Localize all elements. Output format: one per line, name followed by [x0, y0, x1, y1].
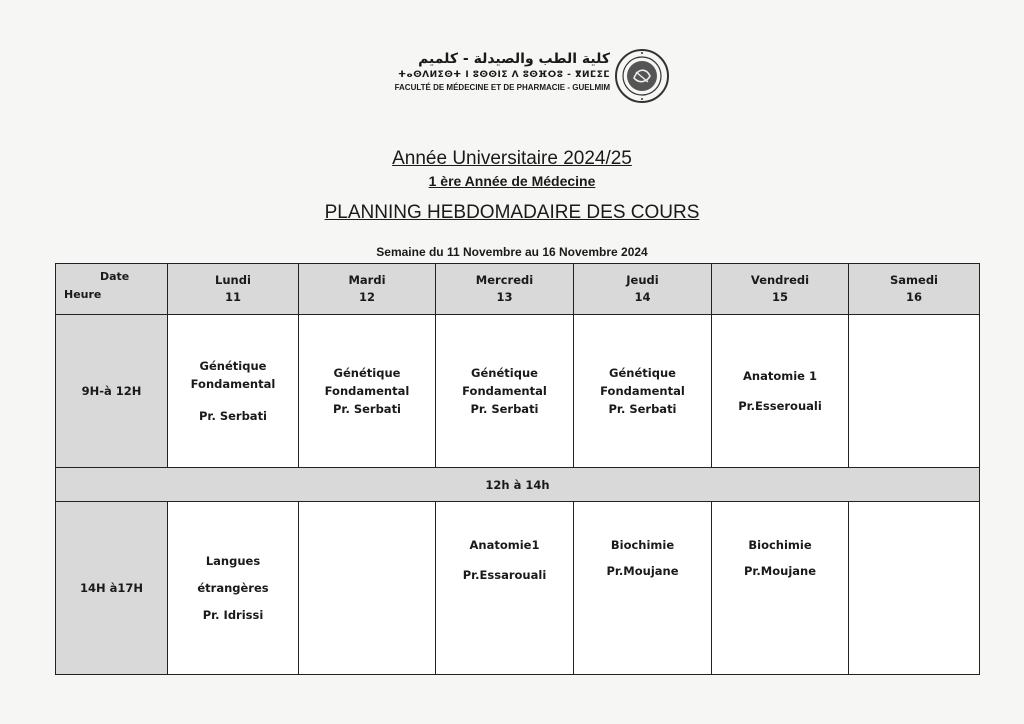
course-subject: Anatomie1 — [469, 538, 540, 552]
course-cell-mardi-am — [299, 315, 436, 468]
course-professor: Pr. Serbati — [332, 402, 402, 416]
day-number: 15 — [771, 290, 788, 304]
course-subject: Anatomie 1 — [743, 369, 817, 383]
day-name: Vendredi — [750, 273, 810, 287]
lunch-break-label: 12h à 14h — [56, 468, 980, 502]
level-title: 1 ère Année de Médecine — [428, 173, 596, 189]
academic-year-title: Année Universitaire 2024/25 — [392, 148, 632, 169]
course-subject-line2: étrangères — [197, 581, 269, 595]
course-subject: Génétique Fondamental — [324, 366, 410, 398]
course-subject: Génétique Fondamental — [462, 366, 547, 398]
faculty-logo-block — [340, 44, 670, 106]
faculty-name-french: FACULTÉ DE MÉDECINE ET DE PHARMACIE - GUELMIM — [394, 83, 610, 92]
day-number: 12 — [358, 290, 375, 304]
afternoon-slot-label: 14H à17H — [56, 502, 168, 675]
header-row — [56, 264, 980, 315]
course-professor: Pr. Serbati — [470, 402, 539, 416]
course-cell-mardi-pm — [299, 502, 436, 675]
day-name: Mercredi — [475, 273, 534, 287]
day-header-samedi — [849, 264, 980, 315]
week-title: Semaine du 11 Novembre au 16 Novembre 2024 — [376, 245, 648, 259]
course-professor: Pr. Idrissi — [202, 608, 264, 622]
course-cell-vendredi-pm — [712, 502, 849, 675]
faculty-name-arabic: كلية الطب والصيدلة - كلميم — [418, 51, 610, 67]
course-professor: Pr. Serbati — [608, 402, 677, 416]
day-header-jeudi — [574, 264, 712, 315]
day-name: Lundi — [215, 273, 251, 287]
course-subject: Biochimie — [748, 538, 812, 552]
course-cell-mercredi-pm — [436, 502, 574, 675]
day-name: Mardi — [348, 273, 386, 287]
schedule-table — [55, 263, 980, 675]
afternoon-row — [56, 502, 980, 675]
course-cell-jeudi-pm — [574, 502, 712, 675]
course-subject: Génétique Fondamental — [600, 366, 685, 398]
morning-row — [56, 315, 980, 468]
day-name: Samedi — [890, 273, 938, 287]
course-professor: Pr.Esserouali — [738, 399, 822, 413]
day-header-vendredi — [712, 264, 849, 315]
faculty-name-block — [395, 50, 610, 94]
course-subject: Génétique Fondamental — [190, 359, 276, 391]
day-name: Jeudi — [626, 273, 659, 287]
planning-title: PLANNING HEBDOMADAIRE DES COURS — [324, 202, 700, 223]
course-cell-samedi-am — [849, 315, 980, 468]
course-cell-vendredi-am — [712, 315, 849, 468]
corner-date-label: Date — [100, 270, 130, 283]
day-number: 16 — [905, 290, 922, 304]
day-number: 13 — [496, 290, 513, 304]
course-professor: Pr.Moujane — [743, 564, 817, 578]
course-cell-mercredi-am — [436, 315, 574, 468]
course-cell-samedi-pm — [849, 502, 980, 675]
course-cell-jeudi-am — [574, 315, 712, 468]
day-header-lundi — [168, 264, 299, 315]
course-cell-lundi-pm — [168, 502, 299, 675]
day-header-mardi — [299, 264, 436, 315]
day-number: 14 — [634, 290, 651, 304]
morning-slot-label: 9H-à 12H — [56, 315, 168, 468]
course-professor: Pr.Moujane — [606, 564, 679, 578]
course-professor: Pr. Serbati — [198, 409, 268, 423]
day-header-mercredi — [436, 264, 574, 315]
course-cell-lundi-am — [168, 315, 299, 468]
course-professor: Pr.Essarouali — [462, 568, 547, 582]
faculty-seal-icon — [614, 48, 670, 104]
course-subject-line1: Langues — [205, 554, 261, 568]
day-number: 11 — [224, 290, 241, 304]
lunch-row — [56, 468, 980, 502]
faculty-name-tifinagh: ⵜⴰⵙⴷⵍⵉⵙⵜ ⵏ ⵓⵙⵙⵏⵉ ⴷ ⵓⵙⴼⵔⵓ - ⴳⵍⵎⵉⵎ — [398, 70, 610, 80]
corner-hour-label: Heure — [64, 288, 102, 301]
course-subject: Biochimie — [610, 538, 675, 552]
corner-cell — [56, 264, 168, 315]
